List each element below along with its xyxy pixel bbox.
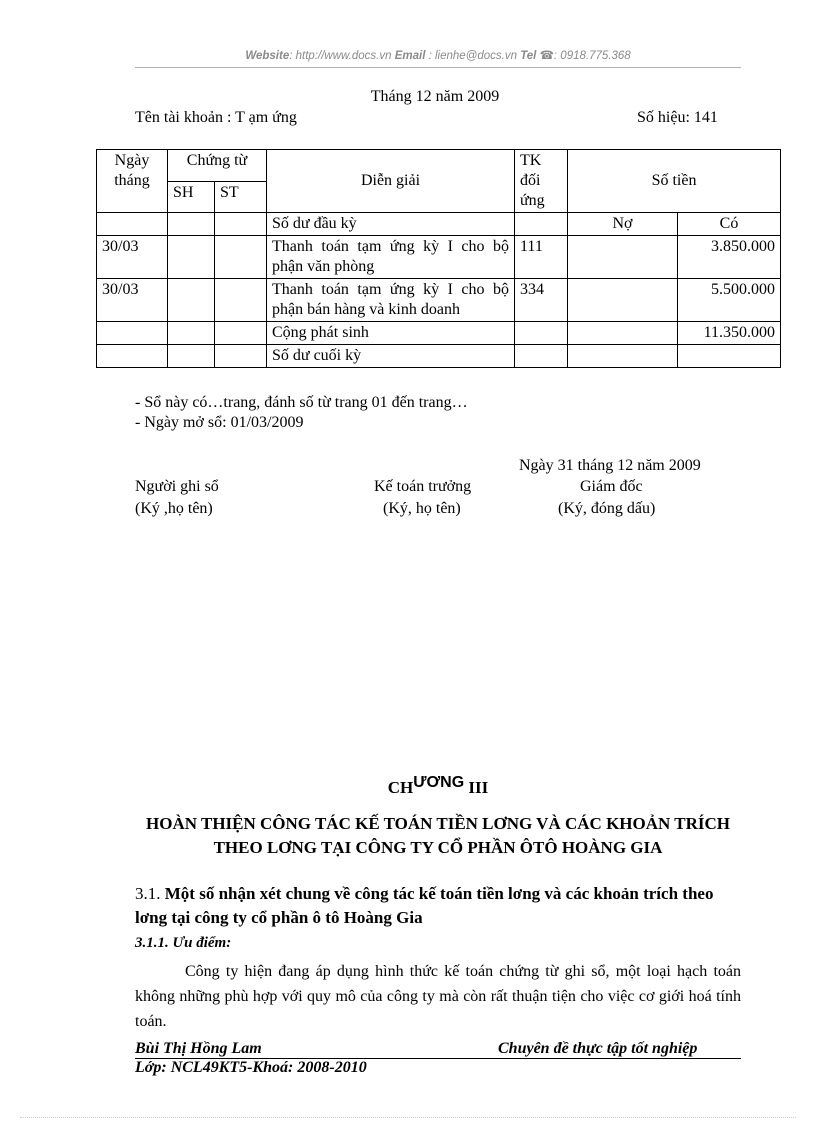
row-contra: 334 <box>515 279 568 322</box>
row-contra: 111 <box>515 236 568 279</box>
table-row <box>97 279 781 322</box>
header-date: Ngày tháng <box>97 150 168 213</box>
director-label: Giám đốc <box>580 478 643 495</box>
chief-accountant-label: Kế toán trưởng <box>374 478 472 495</box>
ledger-month: Tháng 12 năm 2009 <box>370 88 500 105</box>
chapter-prefix: CH <box>387 778 414 797</box>
chapter-superscript: ƯƠNG <box>413 774 465 791</box>
body-paragraph <box>135 959 741 1034</box>
row-debit <box>568 236 678 279</box>
footer-class-info: Lớp: NCL49KT5-Khoá: 2008-2010 <box>135 1059 367 1076</box>
tel-label: Tel <box>520 50 537 62</box>
website-label: Website <box>245 50 290 62</box>
chapter-heading <box>135 774 741 798</box>
email-text: : lienhe@docs.vn <box>428 50 517 62</box>
note-pages: - Sổ này có…trang, đánh số từ trang 01 đến trang… <box>135 394 468 411</box>
footer-subject: Chuyên đề thực tập tốt nghiệp <box>498 1040 698 1057</box>
opening-balance-label: Số dư đầu kỳ <box>267 213 515 236</box>
director-note: (Ký, đóng dấu) <box>558 500 656 517</box>
paragraph-text: Công ty hiện đang áp dụng hình thức kế toán chứng từ ghi sổ, một loại hạch toán không những phù hợp với quy mô của công ty mà còn rất thuận tiện cho việc cơ giới hoá tính toán. <box>135 963 741 1030</box>
recorder-note: (Ký ,họ tên) <box>135 500 213 517</box>
row-date: 30/03 <box>97 236 168 279</box>
header-st: ST <box>215 181 267 213</box>
table-row <box>97 345 781 368</box>
section-heading <box>135 882 741 930</box>
section-title: Một số nhận xét chung về công tác kế toán tiền lơng và các khoản trích theo lơng tại công ty cổ phần ô tô Hoàng Gia <box>135 884 714 927</box>
total-credit: 11.350.000 <box>678 322 781 345</box>
bottom-dotted-rule <box>20 1117 796 1118</box>
subsection-title: Ưu điểm: <box>172 935 232 951</box>
signature-date: Ngày 31 tháng 12 năm 2009 <box>519 457 701 474</box>
row-description: Thanh toán tạm ứng kỳ I cho bộ phận văn phòng <box>267 236 515 279</box>
chapter-title: HOÀN THIỆN CÔNG TÁC KẾ TOÁN TIỀN LƠNG VÀ CÁC KHOẢN TRÍCH THEO LƠNG TẠI CÔNG TY CỔ PHẦN ÔTÔ HOÀNG GIA <box>146 814 730 857</box>
header-description: Diễn giải <box>267 150 515 213</box>
row-credit: 3.850.000 <box>678 236 781 279</box>
subsection-heading <box>135 935 231 952</box>
page-header <box>135 48 741 68</box>
header-rule <box>135 67 741 68</box>
header-debit: Nợ <box>568 213 678 236</box>
note-open-date: - Ngày mở sổ: 01/03/2009 <box>135 414 304 431</box>
row-description: Thanh toán tạm ứng kỳ I cho bộ phận bán hàng và kinh doanh <box>267 279 515 322</box>
website-text: : http://www.docs.vn <box>289 50 392 62</box>
account-number: Số hiệu: 141 <box>637 109 718 126</box>
table-row <box>97 322 781 345</box>
tel-text: ☎: 0918.775.368 <box>539 50 631 62</box>
table-row <box>97 236 781 279</box>
header-credit: Có <box>678 213 781 236</box>
header-sh: SH <box>168 181 215 213</box>
row-credit: 5.500.000 <box>678 279 781 322</box>
header-voucher: Chứng từ <box>168 150 267 182</box>
chief-accountant-note: (Ký, họ tên) <box>383 500 461 517</box>
table-row <box>97 213 781 236</box>
footer-author: Bùi Thị Hồng Lam <box>135 1040 262 1057</box>
section-number: 3.1. <box>135 884 161 903</box>
email-label: Email <box>394 50 426 62</box>
account-name: Tên tài khoản : T ạm ứng <box>135 109 297 126</box>
total-label: Cộng phát sinh <box>267 322 515 345</box>
header-amount: Số tiền <box>568 150 781 213</box>
row-date: 30/03 <box>97 279 168 322</box>
subsection-number: 3.1.1. <box>135 935 169 951</box>
row-debit <box>568 279 678 322</box>
ledger-table <box>96 149 781 368</box>
chapter-numeral: III <box>468 778 489 797</box>
closing-balance-label: Số dư cuối kỳ <box>267 345 515 368</box>
header-contra-account: TK đối ứng <box>515 150 568 213</box>
recorder-label: Người ghi sổ <box>135 478 219 495</box>
